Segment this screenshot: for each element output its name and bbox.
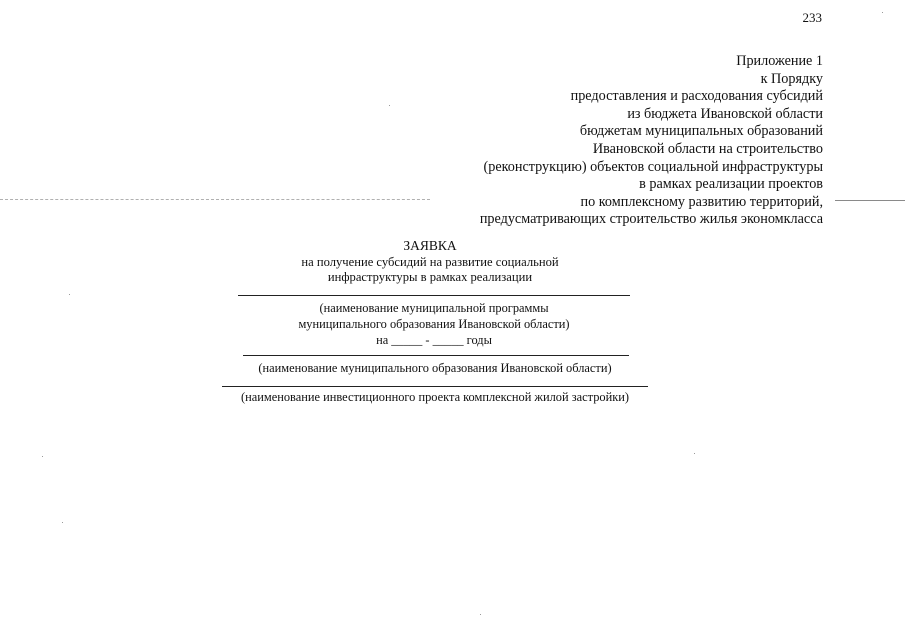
appendix-line: по комплексному развитию территорий, bbox=[580, 193, 823, 210]
appendix-line: к Порядку bbox=[760, 70, 823, 87]
municipality-caption: (наименование муниципального образования Ивановской области) bbox=[258, 361, 612, 375]
request-title: ЗАЯВКА bbox=[403, 238, 457, 253]
appendix-line: Приложение 1 bbox=[736, 53, 823, 69]
scan-speck bbox=[389, 105, 390, 106]
scan-speck bbox=[69, 294, 70, 295]
scan-artifact-line bbox=[0, 199, 430, 200]
scan-speck bbox=[480, 614, 481, 615]
appendix-header bbox=[480, 53, 823, 229]
program-caption bbox=[238, 300, 630, 348]
scan-speck bbox=[42, 456, 43, 457]
request-subtitle-line: инфраструктуры в рамках реализации bbox=[327, 270, 533, 284]
appendix-line: предусматривающих строительство жилья экономкласса bbox=[479, 211, 823, 228]
request-subtitle-line: на получение субсидий на развитие социальной bbox=[301, 255, 559, 269]
appendix-line: (реконструкцию) объектов социальной инфраструктуры bbox=[483, 158, 823, 175]
project-name-blank bbox=[222, 386, 648, 387]
program-years-line: на _____ - _____ годы bbox=[376, 333, 492, 347]
appendix-line: бюджетам муниципальных образований bbox=[579, 123, 823, 140]
scan-artifact-line bbox=[835, 200, 905, 201]
municipality-name-blank bbox=[243, 355, 629, 356]
program-caption-line: муниципального образования Ивановской области) bbox=[298, 317, 570, 331]
appendix-line: в рамках реализации проектов bbox=[639, 176, 823, 193]
appendix-line: Ивановской области на строительство bbox=[592, 140, 823, 157]
program-caption-line: (наименование муниципальной программы bbox=[319, 301, 549, 315]
page-number: 233 bbox=[802, 10, 822, 25]
request-subtitle bbox=[0, 255, 860, 285]
scan-speck bbox=[882, 12, 883, 13]
scan-speck bbox=[694, 453, 695, 454]
scan-speck bbox=[62, 522, 63, 523]
appendix-line: предоставления и расходования субсидий bbox=[570, 88, 823, 105]
appendix-line: из бюджета Ивановской области bbox=[627, 105, 823, 122]
program-name-blank bbox=[238, 295, 630, 296]
project-caption: (наименование инвестиционного проекта комплексной жилой застройки) bbox=[241, 390, 629, 404]
